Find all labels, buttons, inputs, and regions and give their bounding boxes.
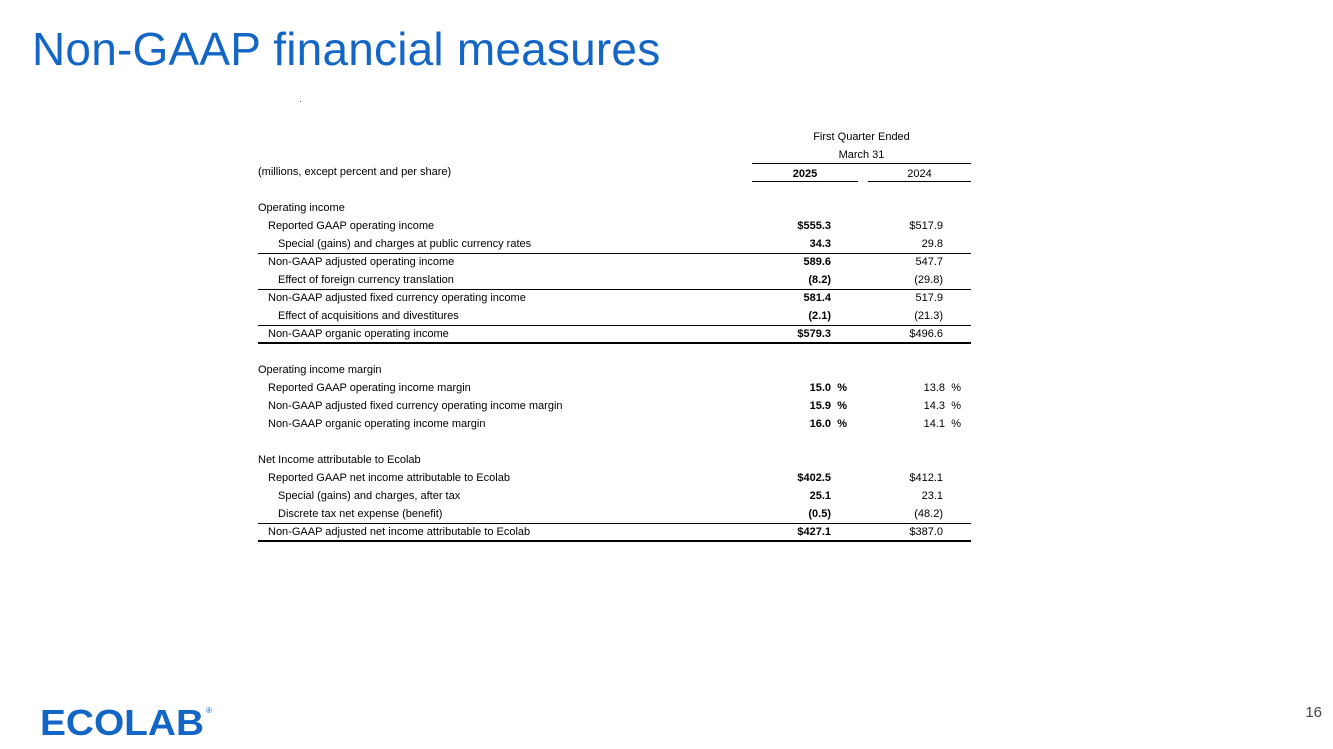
row-value-current: $555.3 xyxy=(797,220,831,232)
table-row xyxy=(258,416,971,434)
table-row xyxy=(258,236,971,254)
ecolab-logo xyxy=(40,703,215,744)
table-row xyxy=(258,272,971,290)
table-row-total xyxy=(258,326,971,344)
row-value-prior: 14.3 % xyxy=(923,400,961,412)
row-value-current: 15.9 % xyxy=(809,400,847,412)
section-heading-label: Operating income margin xyxy=(258,364,382,376)
row-value-prior: 14.1 % xyxy=(923,418,961,430)
table-row xyxy=(258,254,971,272)
row-value-current: 16.0 % xyxy=(809,418,847,430)
section-spacer xyxy=(258,434,971,452)
row-value-prior: $387.0 xyxy=(909,526,943,538)
row-value-current: $579.3 xyxy=(797,328,831,340)
row-value-prior: $517.9 xyxy=(909,220,943,232)
row-value-prior: (48.2) xyxy=(914,508,943,520)
row-value-current: 589.6 xyxy=(803,256,831,268)
table-row-total xyxy=(258,524,971,542)
row-label: Reported GAAP operating income margin xyxy=(268,382,471,394)
table-row xyxy=(258,488,971,506)
financial-table xyxy=(258,200,971,542)
row-label: Non-GAAP adjusted net income attributable to Ecolab xyxy=(268,526,531,538)
period-header: First Quarter Ended xyxy=(813,131,910,143)
row-value-current: (0.5) xyxy=(808,508,831,520)
row-value-current: 25.1 xyxy=(809,490,831,502)
row-value-current: 34.3 xyxy=(809,238,831,250)
table-row xyxy=(258,308,971,326)
row-label: Special (gains) and charges at public currency rates xyxy=(278,238,532,250)
slide-title: Non-GAAP financial measures xyxy=(32,23,661,75)
row-label: Non-GAAP organic operating income margin xyxy=(268,418,486,430)
svg-text:®: ® xyxy=(206,706,212,715)
section-heading-label: Net Income attributable to Ecolab xyxy=(258,454,421,466)
row-value-prior: 23.1 xyxy=(921,490,943,502)
table-row xyxy=(258,506,971,524)
ecolab-logo-mark xyxy=(40,703,215,739)
row-value-current: 581.4 xyxy=(803,292,831,304)
row-label: Reported GAAP operating income xyxy=(268,220,435,232)
units-note: (millions, except percent and per share) xyxy=(258,166,452,178)
row-label: Non-GAAP adjusted fixed currency operating income xyxy=(268,292,526,304)
column-header-prior-year: 2024 xyxy=(868,168,971,182)
table-row xyxy=(258,398,971,416)
section-spacer xyxy=(258,344,971,362)
row-value-prior: (29.8) xyxy=(914,274,943,286)
row-label: Effect of acquisitions and divestitures xyxy=(278,310,459,322)
row-value-prior: $412.1 xyxy=(909,472,943,484)
row-value-prior: $496.6 xyxy=(909,328,943,340)
row-value-current: $402.5 xyxy=(797,472,831,484)
row-label: Special (gains) and charges, after tax xyxy=(278,490,461,502)
section-heading-operating-margin xyxy=(258,362,971,380)
row-value-prior: 29.8 xyxy=(921,238,943,250)
table-row xyxy=(258,290,971,308)
section-heading-label: Operating income xyxy=(258,202,345,214)
row-label: Non-GAAP adjusted fixed currency operating income margin xyxy=(268,400,563,412)
row-value-prior: 517.9 xyxy=(915,292,943,304)
section-heading-operating-income xyxy=(258,200,971,218)
row-label: Non-GAAP adjusted operating income xyxy=(268,256,455,268)
page-number: 16 xyxy=(1305,704,1322,721)
row-value-current: (8.2) xyxy=(808,274,831,286)
section-heading-net-income xyxy=(258,452,971,470)
row-value-current: 15.0 % xyxy=(809,382,847,394)
column-header-current-year: 2025 xyxy=(752,168,858,182)
row-label: Non-GAAP organic operating income xyxy=(268,328,449,340)
stray-dot xyxy=(300,101,301,102)
row-label: Reported GAAP net income attributable to Ecolab xyxy=(268,472,510,484)
row-label: Effect of foreign currency translation xyxy=(278,274,454,286)
table-row xyxy=(258,470,971,488)
svg-text:ECOLAB: ECOLAB xyxy=(40,703,205,739)
row-value-prior: 547.7 xyxy=(915,256,943,268)
row-label: Discrete tax net expense (benefit) xyxy=(278,508,443,520)
table-row xyxy=(258,218,971,236)
row-value-prior: 13.8 % xyxy=(923,382,961,394)
row-value-prior: (21.3) xyxy=(914,310,943,322)
row-value-current: $427.1 xyxy=(797,526,831,538)
row-value-current: (2.1) xyxy=(808,310,831,322)
table-row xyxy=(258,380,971,398)
period-date-header: March 31 xyxy=(752,149,971,164)
